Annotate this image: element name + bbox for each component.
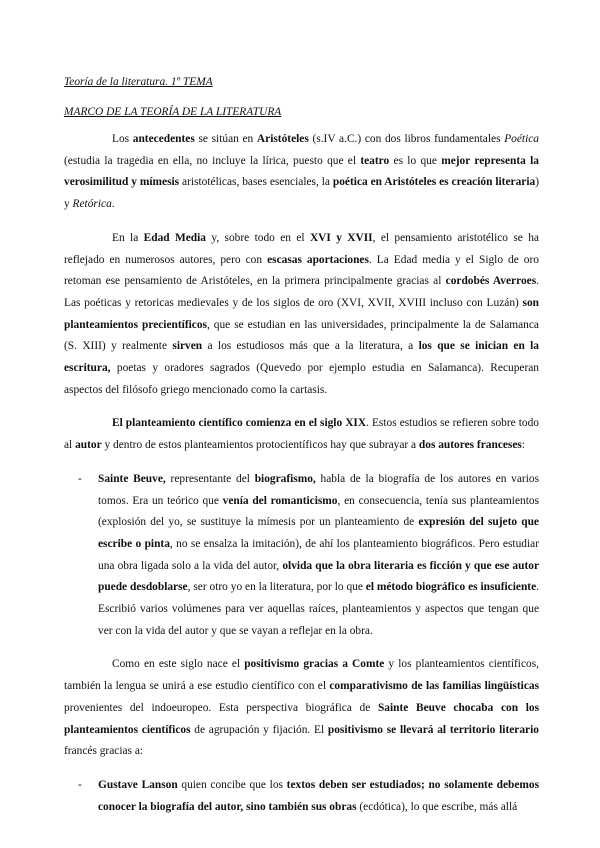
list-item-text: Gustave Lanson quien concibe que los textos deben ser estudiados; no solamente debemos conocer la biografía del autor, sino también sus obras (ecdótica), lo que escribe, más allá bbox=[98, 778, 540, 813]
paragraph-edad-media: En la Edad Media y, sobre todo en el XVI y XVII, el pensamiento aristotélico se ha reflejado en numerosos autores, pero con escasas aportaciones. La Edad media y el Siglo de oro retoman ese pensamiento de Aristóteles, en la primera principalmente gracias al cordobés Averroes. Las poéticas y retoricas medievales y de los siglos de oro (XVI, XVII, XVIII incluso con Luzán) son planteamientos precientíficos, que se estudian en las universidades, principalmente la de Salamanca (S. XIII) y realmente sirven a los estudiosos más que a la literatura, a los que se inician en la escritura, poetas y oradores sagrados (Quevedo por ejemplo estudia en Salamanca). Recuperan aspectos del filósofo griego mencionado como la cartasis. bbox=[64, 231, 539, 396]
list-item-sainte-beuve bbox=[64, 469, 539, 643]
list-item-gustave-lanson bbox=[64, 775, 539, 818]
list-item-text: Sainte Beuve, representante del biografismo, habla de la biografía de los autores en varios tomos. Era un teórico que venía del romanticismo, en consecuencia, tenía sus planteamientos (explosión del yo, se sustituye la mímesis por un planteamiento de expresión del sujeto que escribe o pinta, no se ensalza la imitación), de ahí los planteamiento biográficos. Pero estudiar una obra ligada solo a la vida del autor, olvida que la obra literaria es ficción y que ese autor puede desdoblarse, ser otro yo en la literatura, por lo que el método biográfico es insuficiente. Escribió varios volúmenes para ver aquellas raíces, planteamientos y aspectos que tengan que ver con la vida del autor y que se vayan a reflejar en la obra. bbox=[98, 472, 540, 637]
document-title: Teoría de la literatura. 1º TEMA bbox=[64, 76, 213, 88]
paragraph-siglo-xix: El planteamiento científico comienza en el siglo XIX. Estos estudios se refieren sobre todo al autor y dentro de estos planteamientos protocientíficos hay que subrayar a dos autores franceses: bbox=[64, 417, 539, 452]
paragraph-positivismo: Como en este siglo nace el positivismo gracias a Comte y los planteamientos científicos, también la lengua se unirá a ese estudio científico con el comparativismo de las familias lingüísticas provenientes del indoeuropeo. Esta perspectiva biográfica de Sainte Beuve chocaba con los planteamientos científicos de agrupación y fijación. El positivismo se llevará al territorio literario francés gracias a: bbox=[64, 658, 540, 758]
bullet-dash: - bbox=[78, 778, 82, 791]
section-heading: MARCO DE LA TEORÍA DE LA LITERATURA bbox=[64, 106, 282, 118]
bullet-dash: - bbox=[78, 472, 82, 485]
document-body bbox=[64, 74, 539, 830]
paragraph-antecedentes: Los antecedentes se sitúan en Aristóteles (s.IV a.C.) con dos libros fundamentales Poética (estudia la tragedia en ella, no incluye la lírica, puesto que el teatro es lo que mejor representa la verosimilitud y mímesis aristotélicas, bases esenciales, la poética en Aristóteles es creación literaria) y Retórica. bbox=[64, 133, 539, 211]
